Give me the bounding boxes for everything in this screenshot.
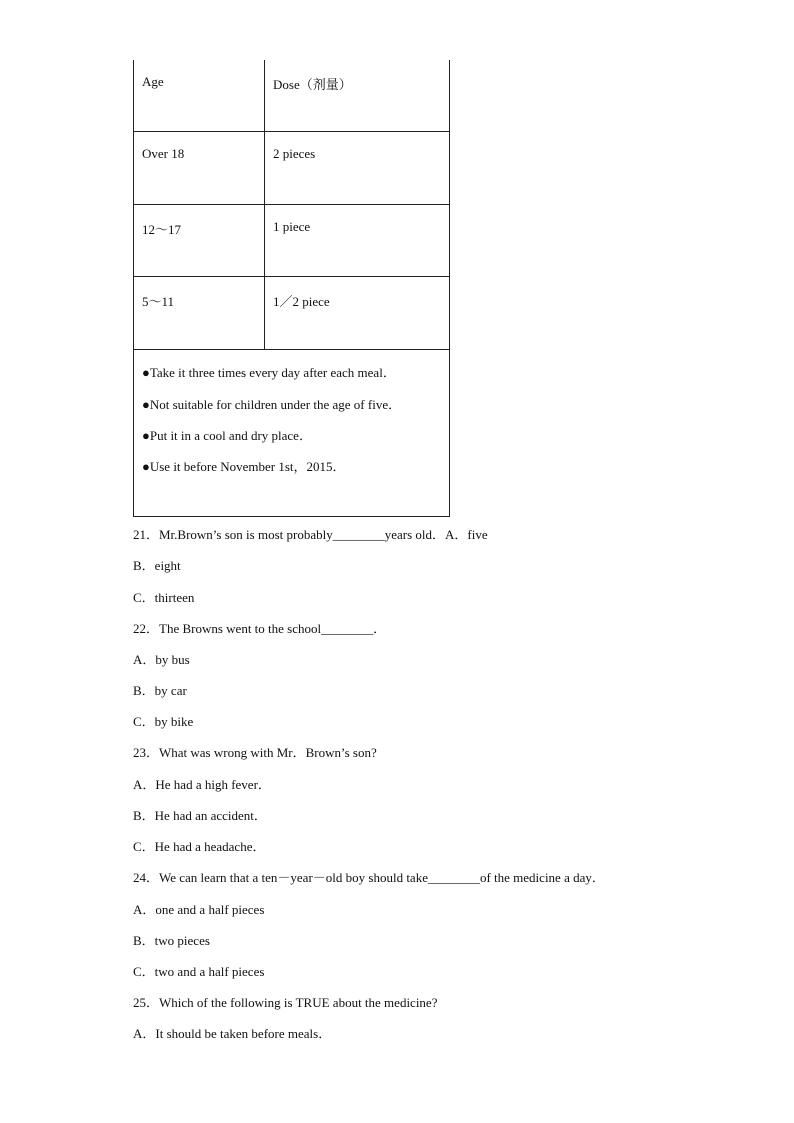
usage-note: ●Put it in a cool and dry place． bbox=[142, 428, 312, 443]
usage-note: ●Not suitable for children under the age of five． bbox=[142, 397, 402, 412]
question-24-option-b: B．two pieces bbox=[133, 933, 210, 948]
question-25-option-a: A．It should be taken before meals． bbox=[133, 1026, 332, 1041]
question-23-option-c: C．He had a headache． bbox=[133, 839, 266, 854]
dose-cell: 2 pieces bbox=[273, 146, 316, 161]
question-23-option-a: A．He had a high fever． bbox=[133, 777, 271, 792]
question-22-option-a: A．by bus bbox=[133, 652, 190, 667]
age-cell: 12～17 bbox=[134, 205, 265, 276]
question-22-stem: 22．The Browns went to the school________． bbox=[133, 621, 387, 636]
table-row bbox=[134, 277, 449, 350]
table-row bbox=[134, 132, 449, 205]
age-cell: 5～11 bbox=[134, 277, 265, 349]
dose-table bbox=[133, 60, 450, 517]
usage-note: ●Take it three times every day after each meal． bbox=[142, 365, 396, 380]
usage-note: ●Use it before November 1st，2015． bbox=[142, 459, 346, 474]
question-21-option-b: B．eight bbox=[133, 558, 181, 573]
dose-header: Dose（剂量） bbox=[273, 77, 352, 92]
question-22-option-b: B．by car bbox=[133, 683, 187, 698]
question-23-option-b: B．He had an accident． bbox=[133, 808, 267, 823]
question-24-stem: 24．We can learn that a ten－year－old boy should take________of the medicine a day． bbox=[133, 870, 605, 885]
dose-cell: 1 piece bbox=[273, 219, 311, 234]
question-24-option-a: A．one and a half pieces bbox=[133, 902, 265, 917]
question-23-stem: 23．What was wrong with Mr．Brown’s son? bbox=[133, 745, 377, 760]
table-header-row bbox=[134, 60, 449, 132]
question-21-option-c: C．thirteen bbox=[133, 590, 195, 605]
age-cell: Over 18 bbox=[134, 132, 265, 204]
question-25-stem: 25．Which of the following is TRUE about the medicine? bbox=[133, 995, 438, 1010]
dose-cell: 1／2 piece bbox=[273, 294, 330, 309]
question-21-stem: 21．Mr.Brown’s son is most probably________years old．A．five bbox=[133, 527, 488, 542]
question-22-option-c: C．by bike bbox=[133, 714, 194, 729]
age-header: Age bbox=[134, 60, 265, 131]
question-24-option-c: C．two and a half pieces bbox=[133, 964, 265, 979]
table-row bbox=[134, 205, 449, 277]
